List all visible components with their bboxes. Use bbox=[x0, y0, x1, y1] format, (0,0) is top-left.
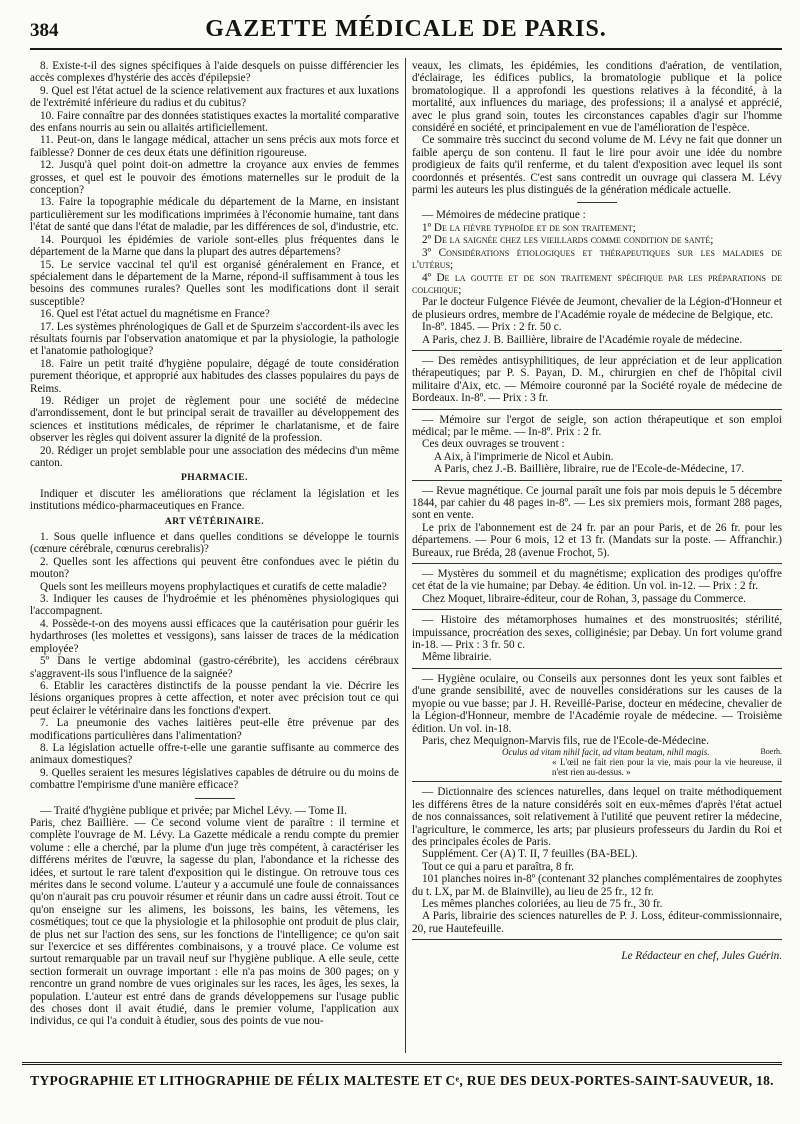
printer-imprint: TYPOGRAPHIE ET LITHOGRAPHIE DE FÉLIX MALTESTE ET Cᵉ, RUE DES DEUX-PORTES-SAINT-SAUVEUR, 18. bbox=[22, 1062, 782, 1089]
vet-question-3: 3. Indiquer les causes de l'hydroémie et les phénomènes physiologiques qui l'accompagnent. bbox=[30, 593, 399, 618]
traite-heading: — Traité d'hygiène publique et privée; par Michel Lévy. — Tome II. bbox=[40, 804, 347, 817]
question-19: 19. Rédiger un projet de règlement pour une société de médecine d'arrondissement, dont le but principal serait de travailler au développement des sciences et institutions médicales, de réprimer le charlatanisme, et de faire observer les règles qui doivent assurer la dignité de la profession. bbox=[30, 394, 399, 445]
section-separator bbox=[577, 202, 617, 203]
rule bbox=[412, 563, 782, 564]
ergot-notice: — Mémoire sur l'ergot de seigle, son action thérapeutique et son emploi médical; par le même. — In-8º. Prix : 2 fr. bbox=[412, 413, 782, 438]
question-14: 14. Pourquoi les épidémies de variole sont-elles plus fréquentes dans le département de la Marne que dans la plupart des autres départemens? bbox=[30, 233, 399, 259]
mysteres-notice: — Mystères du sommeil et du magnétisme; explication des prodiges qu'offre cet état de la vie humaine; par Debay. 4e édition. Un vol. in-12. — Prix : 2 fr. bbox=[412, 568, 782, 593]
question-16: 16. Quel est l'état actuel du magnétisme en France? bbox=[40, 308, 270, 321]
mequignon-address: Paris, chez Mequignon-Marvis fils, rue de l'Ecole-de-Médecine. bbox=[422, 734, 709, 747]
meme-librairie: Même librairie. bbox=[422, 651, 492, 664]
remedes-notice: — Des remèdes antisyphilitiques, de leur appréciation et de leur application thérapeutiques; par P. S. Payan, D. M., chirurgien en chef de l'hôpital civil militaire d'Aix, etc. — Mémoire couronné par la Société royale de médecine de Bordeaux. In-8º. — Prix : 3 fr. bbox=[412, 354, 782, 405]
memoires-author: Par le docteur Fulgence Fiévée de Jeumont, chevalier de la Légion-d'Honneur et de plusieurs ordres, membre de l'Académie royale de médecine de Belgique, etc. bbox=[412, 296, 782, 321]
right-column bbox=[412, 60, 782, 963]
moquet-address: Chez Moquet, libraire-éditeur, cour de Rohan, 3, passage du Commerce. bbox=[422, 592, 746, 605]
vet-question-2b: Quels sont les meilleurs moyens prophylactiques et curatifs de cette maladie? bbox=[40, 580, 387, 593]
revue-magnetique: — Revue magnétique. Ce journal paraît une fois par mois depuis le 5 décembre 1844, par cahier du 48 pages in-8º. — Les six premiers mois, formant 288 pages, sont en vente. bbox=[412, 484, 782, 522]
journal-title: GAZETTE MÉDICALE DE PARIS. bbox=[205, 16, 607, 42]
vet-question-1: 1. Sous quelle influence et dans quelles conditions se développe le tournis (cœnure cérébrale, cœnurus cerebralis)? bbox=[30, 531, 399, 556]
page-header bbox=[30, 14, 782, 50]
question-13: 13. Faire la topographie médicale du département de la Marne, en insistant particulièrement sur les modifications imprimées à l'économie humaine, tant dans l'état de santé que dans l'état de maladie, par les différences de sol, d'industrie, etc. bbox=[30, 196, 399, 234]
rule bbox=[412, 350, 782, 351]
question-15: 15. Le service vaccinal tel qu'il est organisé généralement en France, et spécialement dans le département de la Marne, répond-il suffisamment à tous les besoins des communes rurales? Quelles sont les modifications dont il serait susceptible? bbox=[30, 258, 399, 308]
motto-text: Oculus ad vitam nihil facit, ad vitam beatam, nihil magis. bbox=[502, 747, 710, 758]
memoires-publisher: A Paris, chez J. B. Baillière, libraire de l'Académie royale de médecine. bbox=[422, 333, 743, 346]
traite-review: Paris, chez Baillière. — Ce second volume vient de paraître : il termine et complète l'ouvrage de M. Lévy. La Gazette médicale a rendu compte du premier volume : elle a cherché, par la plume d'un juge très compétent, à caractériser les différens mérites de l'œuvre, la sagesse du plan, l'abondance et la richesse des idées, et surtout le rare talent d'exposition qui le distingue. On retrouve tous ces mérites dans le second volume. L'auteur y a accumulé une foule de connaissances qu'on n'aurait pas cru pouvoir résumer et réunir dans un cadre aussi étroit. Tout ce qu'on enseigne sur les alimens, les boissons, les bains, les vêtemens, les cosmétiques; tout ce que la physiologie et la philosophie ont produit de plus clair, de plus net sur l'action des sens, sur les fonctions de l'intelligence; ce qu'on sait sur l'exercice et ses différentes combinaisons, y a trouvé place. Ce volume est surtout remarquable par un travail neuf sur l'hygiène publique. A elle seule, cette section formerait un ouvrage important : elle n'a pas moins de 300 pages; on y rencontre un grand nombre de vues originales sur les races, les âges, les sexes, la population. L'auteur est entré dans de grands développemens sur l'usage public des choses dont il avait étudié, dans le premier volume, l'application aux individus, ce qui l'a conduit à étudier, sous des points de vue nou- bbox=[30, 816, 399, 1028]
art-veterinaire-heading: ART VÉTÉRINAIRE. bbox=[164, 516, 265, 527]
vet-question-8: 8. La législation actuelle offre-t-elle une garantie suffisante au commerce des animaux domestiques? bbox=[30, 741, 399, 767]
review-conclusion: Ce sommaire très succinct du second volume de M. Lévy ne fait que donner un faible aperçu de son contenu. Il faut le lire pour avoir une idée du nombre prodigieux de faits qu'il renferme, et du talent d'exposition avec lequel ils sont coordonnés et présentés. C'est sans contredit un ouvrage qui classera M. Lévy parmi les auteurs les plus distingués de la génération médicale actuelle. bbox=[412, 134, 782, 197]
page-number: 384 bbox=[30, 20, 59, 41]
question-11: 11. Peut-on, dans le langage médical, attacher un sens précis aux mots force et faiblesse? Donner de ces deux états une définition rigoureuse. bbox=[30, 134, 399, 159]
deux-ouvrages: Ces deux ouvrages se trouvent : bbox=[422, 438, 565, 451]
question-10: 10. Faire connaître par des données statistiques exactes la mortalité comparative des enfans nourris au sein ou allaités artificiellement. bbox=[30, 109, 399, 135]
rule bbox=[412, 480, 782, 481]
question-12: 12. Jusqu'à quel point doit-on admettre la croyance aux envies de femmes grosses, et quel est le pouvoir des émotions maternelles sur le produit de la conception? bbox=[30, 159, 399, 197]
histoire-notice: — Histoire des métamorphoses humaines et des monstruosités; stérilité, impuissance, procréation des sexes, colliginésie; par Debay. Un fort volume grand in-18. — Prix : 3 fr. 50 c. bbox=[412, 614, 782, 652]
pharmacie-heading: PHARMACIE. bbox=[180, 473, 248, 484]
vet-question-5: 5º Dans le vertige abdominal (gastro-cérébrite), les accidens cérébraux s'aggravent-ils sous l'influence de la saignée? bbox=[30, 655, 399, 680]
section-separator bbox=[195, 798, 235, 799]
question-9: 9. Quel est l'état actuel de la science relativement aux fractures et aux luxations de l'extrémité inférieure du radius et du cubitus? bbox=[30, 84, 399, 110]
vet-question-6: 6. Etablir les caractères distinctifs de la pousse pendant la vie. Décrire les lésions organiques propres à cette affection, et noter avec précision tout ce qui peut éclairer le vétérinaire dans les fonctions d'expert. bbox=[30, 679, 399, 717]
memoires-price: In-8º. 1845. — Prix : 2 fr. 50 c. bbox=[422, 321, 562, 334]
rule bbox=[412, 668, 782, 669]
rule bbox=[412, 609, 782, 610]
memoire-2: 2º De la saignée chez les vieillards comme condition de santé; bbox=[422, 234, 714, 247]
memoire-4: 4º De la goutte et de son traitement spécifique par les préparations de colchique; bbox=[412, 271, 782, 296]
pharmacie-text: Indiquer et discuter les améliorations que réclament la législation et les institutions médico-pharmaceutiques en France. bbox=[30, 487, 399, 513]
aix-address: A Aix, à l'imprimerie de Nicol et Aubin. bbox=[434, 450, 614, 463]
hygiene-oculaire-notice: — Hygiène oculaire, ou Conseils aux personnes dont les yeux sont faibles et d'une grande sensibilité, avec de nouvelles considérations sur les causes de la myopie ou vue basse; par J. H. Reveillé-Parise, docteur en médecine, chevalier de la Légion-d'Honneur, membre de l'Académie royale de médecine. — Troisième édition. Un vol. in-18. bbox=[412, 672, 782, 735]
rule bbox=[412, 781, 782, 782]
column-divider bbox=[405, 58, 406, 1053]
left-column bbox=[30, 60, 399, 1028]
abonnement-price: Le prix de l'abonnement est de 24 fr. par an pour Paris, et de 26 fr. pour les départemens. — Pour 6 mois, 12 et 13 fr. (Mandats sur la poste. — Affranchir.) Bureaux, rue Bréda, 28 (avenue Frochot, 5). bbox=[412, 521, 782, 559]
editor-signature: Le Rédacteur en chef, Jules Guérin. bbox=[621, 950, 782, 963]
planches-noires: 101 planches noires in-8º (contenant 32 planches complémentaires de zoophytes du t. LX, par M. de Blainville), au lieu de 25 fr., 12 fr. bbox=[412, 873, 782, 898]
memoire-1: 1º De la fièvre typhoïde et de son traitement; bbox=[422, 221, 636, 234]
motto-author: Boerh. bbox=[760, 747, 782, 757]
vet-question-7: 7. La pneumonie des vaches laitières peut-elle être prévenue par des modifications particulières dans l'alimentation? bbox=[30, 717, 399, 742]
paris-address: A Paris, chez J.-B. Baillière, libraire, rue de l'Ecole-de-Médecine, 17. bbox=[434, 463, 745, 476]
latin-motto bbox=[412, 747, 782, 757]
planches-coloriees: Les mêmes planches coloriées, au lieu de 75 fr., 30 fr. bbox=[422, 897, 663, 910]
loss-address: A Paris, librairie des sciences naturelles de P. J. Loss, éditeur-commissionnaire, 20, rue Hautefeuille. bbox=[412, 910, 782, 935]
question-17: 17. Les systèmes phrénologiques de Gall et de Spurzeim s'accordent-ils avec les résultats fournis par l'observation anatomique et par la physiologie, la pathologie et l'anatomie pathologique? bbox=[30, 320, 399, 358]
supplement: Supplément. Cer (A) T. II, 7 feuilles (BA-BEL). bbox=[422, 848, 638, 861]
question-20: 20. Rédiger un projet semblable pour une association des médecins d'un même canton. bbox=[30, 444, 399, 469]
memoire-3: 3º Considérations étiologiques et thérapeutiques sur les maladies de l'utérus; bbox=[412, 246, 782, 272]
vet-question-2: 2. Quelles sont les affections qui peuvent être confondues avec le piétin du mouton? bbox=[30, 555, 399, 581]
question-18: 18. Faire un petit traité d'hygiène populaire, dégagé de toute considération purement théorique, et approprié aux habitudes des classes populaires du pays de Reims. bbox=[30, 357, 399, 395]
question-8: 8. Existe-t-il des signes spécifiques à l'aide desquels on puisse différencier les accès complexes d'hystérie des accès d'épilepsie? bbox=[30, 60, 399, 85]
tout-paru: Tout ce qui a paru et paraîtra, 8 fr. bbox=[422, 860, 575, 873]
rule bbox=[412, 939, 782, 940]
rule bbox=[412, 409, 782, 410]
vet-question-4: 4. Possède-t-on des moyens aussi efficaces que la cautérisation pour guérir les hydarthroses (les molettes et vessigons), sans laisser de traces de la médication employée? bbox=[30, 617, 399, 655]
memoires-intro: — Mémoires de médecine pratique : bbox=[422, 209, 586, 222]
review-continued: veaux, les climats, les épidémies, les conditions d'aération, de ventilation, d'éclairage, les édifices publics, la bromatologie publique et la police bromatologique. Il a approfondi les questions relatives à la fécondité, à la mortalité, aux influences du mariage, des professions; il a analysé et apprécié, avec le plus grand soin, toutes les circonstances capables d'agir sur l'homme considéré en société, et principalement en vue de l'amélioration de l'espèce. bbox=[412, 60, 782, 135]
vet-question-9: 9. Quelles seraient les mesures législatives capables de détruire ou du moins de combattre l'empirisme d'une manière efficace? bbox=[30, 766, 399, 792]
french-quote: « L'œil ne fait rien pour la vie, mais pour la vie heureuse, il n'est rien au-dessus. » bbox=[552, 757, 782, 778]
dictionnaire-notice: — Dictionnaire des sciences naturelles, dans lequel on traite méthodiquement les différens êtres de la nature considérés soit en eux-mêmes d'après l'état actuel de nos connaissances, soit relativement à l'utilité que peuvent retirer la médecine, l'agriculture, le commerce, les arts; par plusieurs professeurs du Jardin du Roi et des principales écoles de Paris. bbox=[412, 786, 782, 848]
